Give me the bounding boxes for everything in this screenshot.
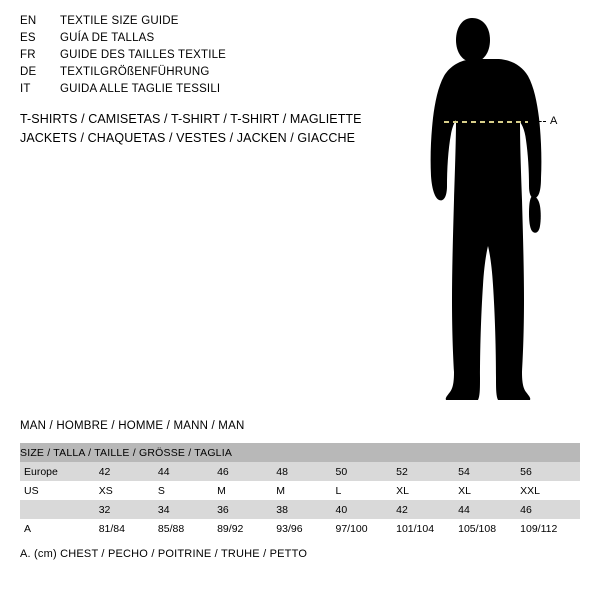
cell-value: 42 <box>394 500 456 519</box>
language-text: TEXTILE SIZE GUIDE <box>60 15 179 27</box>
body-silhouette-figure <box>400 10 600 410</box>
cell-value: 56 <box>518 462 580 481</box>
cell-value: 46 <box>518 500 580 519</box>
cell-value: 85/88 <box>156 519 215 538</box>
cell-value: XXL <box>518 481 580 500</box>
size-table <box>20 443 580 538</box>
cell-value: 50 <box>334 462 395 481</box>
table-row <box>20 462 580 481</box>
cell-value: 93/96 <box>274 519 333 538</box>
cell-value: 44 <box>156 462 215 481</box>
cell-value: 54 <box>456 462 518 481</box>
cell-value: 36 <box>215 500 274 519</box>
category-line-tshirts: T-SHIRTS / CAMISETAS / T-SHIRT / T-SHIRT / MAGLIETTE <box>20 112 362 126</box>
language-code: ES <box>20 32 36 44</box>
cell-value: 42 <box>97 462 156 481</box>
table-header-label: SIZE / TALLA / TAILLE / GRÖSSE / TAGLIA <box>20 443 580 462</box>
row-label-a: A <box>20 519 97 538</box>
language-text: GUÍA DE TALLAS <box>60 32 155 44</box>
measure-label-a: A <box>550 115 558 127</box>
cell-value: 109/112 <box>518 519 580 538</box>
language-code: DE <box>20 66 37 78</box>
row-label-us: US <box>20 481 97 500</box>
cell-value: L <box>334 481 395 500</box>
cell-value: 44 <box>456 500 518 519</box>
category-line-jackets: JACKETS / CHAQUETAS / VESTES / JACKEN / GIACCHE <box>20 131 356 145</box>
cell-value: S <box>156 481 215 500</box>
cell-value: XL <box>456 481 518 500</box>
cell-value: XS <box>97 481 156 500</box>
cell-value: XL <box>394 481 456 500</box>
language-text: TEXTILGRÖßENFÜHRUNG <box>60 66 210 78</box>
language-row <box>20 15 370 32</box>
row-label-europe: Europe <box>20 462 97 481</box>
table-title-man: MAN / HOMBRE / HOMME / MANN / MAN <box>20 420 245 432</box>
language-row <box>20 83 370 100</box>
man-silhouette-icon <box>400 10 600 410</box>
language-code: FR <box>20 49 36 61</box>
language-code: EN <box>20 15 37 27</box>
category-list <box>20 110 440 148</box>
cell-value: 32 <box>97 500 156 519</box>
cell-value: 46 <box>215 462 274 481</box>
language-text: GUIDE DES TAILLES TEXTILE <box>60 49 227 61</box>
cell-value: 40 <box>334 500 395 519</box>
row-label-blank <box>20 500 97 519</box>
cell-value: 97/100 <box>334 519 395 538</box>
table-row <box>20 519 580 538</box>
cell-value: 101/104 <box>394 519 456 538</box>
table-header-row <box>20 443 580 462</box>
language-row <box>20 66 370 83</box>
cell-value: 48 <box>274 462 333 481</box>
cell-value: 89/92 <box>215 519 274 538</box>
cell-value: 38 <box>274 500 333 519</box>
measure-leader-line <box>530 121 546 122</box>
language-text: GUIDA ALLE TAGLIE TESSILI <box>60 83 221 95</box>
cell-value: 52 <box>394 462 456 481</box>
footnote-chest-measure: A. (cm) CHEST / PECHO / POITRINE / TRUHE / PETTO <box>20 548 308 560</box>
cell-value: M <box>274 481 333 500</box>
cell-value: 34 <box>156 500 215 519</box>
cell-value: 81/84 <box>97 519 156 538</box>
language-code: IT <box>20 83 31 95</box>
language-row <box>20 32 370 49</box>
language-header-block <box>20 15 370 100</box>
cell-value: M <box>215 481 274 500</box>
language-row <box>20 49 370 66</box>
table-row <box>20 500 580 519</box>
cell-value: 105/108 <box>456 519 518 538</box>
table-row <box>20 481 580 500</box>
